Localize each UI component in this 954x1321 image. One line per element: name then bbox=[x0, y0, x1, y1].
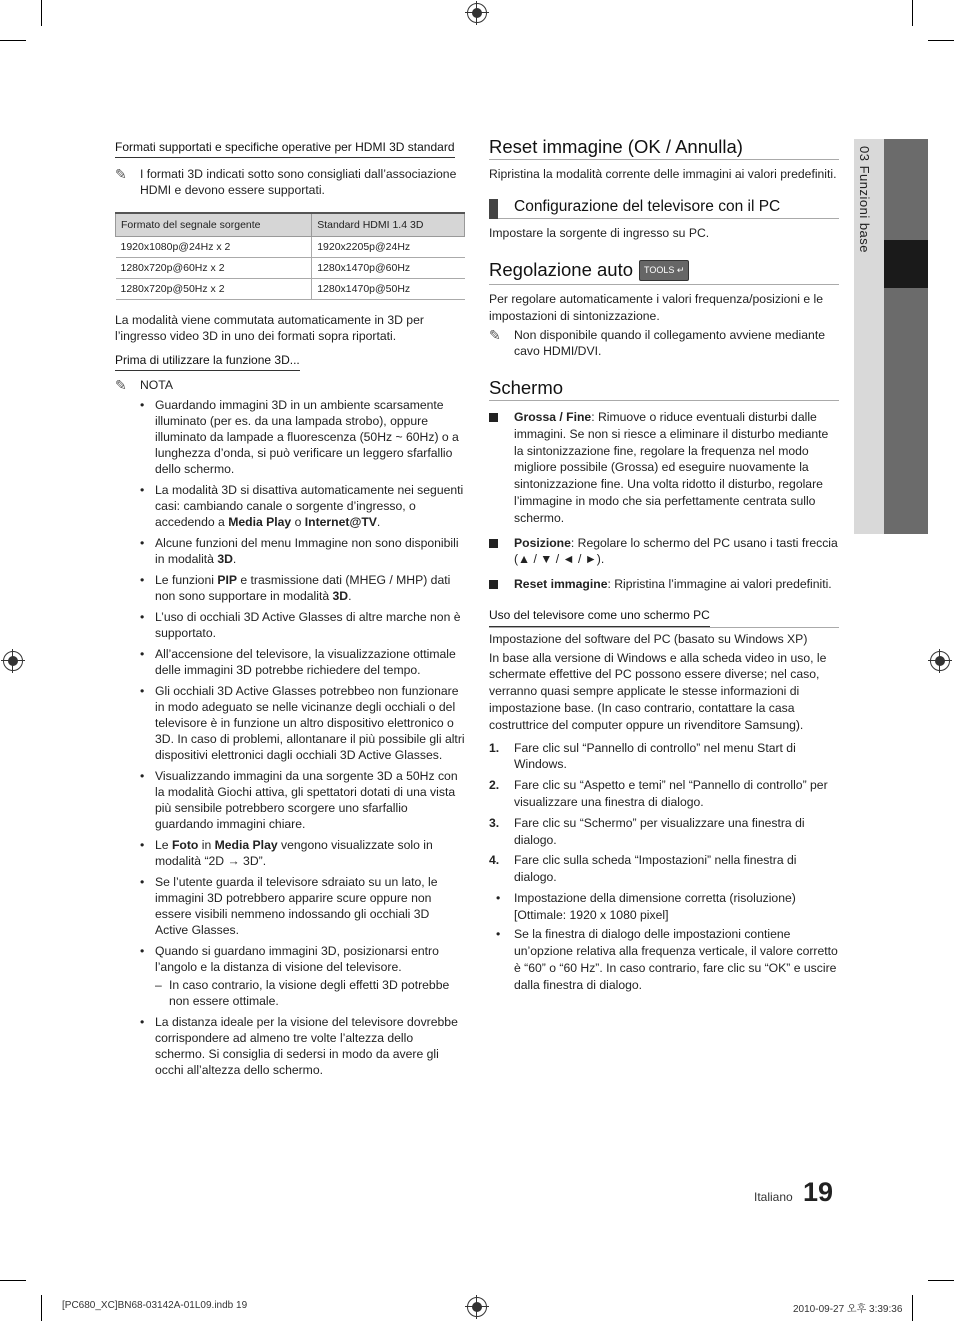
sub-item: – In caso contrario, la visione degli effetti 3D potrebbe non essere ottimale. bbox=[155, 977, 465, 1009]
text: Le bbox=[155, 838, 172, 852]
step-text: Fare clic su “Aspetto e temi” nel “Pannello di controllo” per visualizzare una finestra di dialogo. bbox=[514, 778, 828, 809]
uso-heading: Uso del televisore come uno schermo PC bbox=[489, 607, 710, 627]
text: Le funzioni bbox=[155, 573, 218, 587]
auto-title bbox=[489, 260, 839, 285]
reset-text: Ripristina la modalità corrente delle immagini ai valori predefiniti. bbox=[489, 166, 837, 181]
auto-note bbox=[489, 327, 839, 361]
paragraph: In base alla versione di Windows e alla scheda video in uso, le schermate effettive del PC possono essere diverse; nel caso, verranno quasi sempre applicate le stesse informazioni di impostazione base. (In caso contrario, contattare la casa costruttrice del computer oppure un rivenditore Samsung). bbox=[489, 650, 827, 732]
text: Alcune funzioni del menu Immagine non sono disponibili in modalità bbox=[155, 536, 459, 566]
list-item: • La distanza ideale per la visione del televisore dovrebbe corrispondere ad almeno tre volte l’altezza dello schermo. Si consiglia di sedersi in modo da avere gli occhi all’altezza dello schermo. bbox=[155, 1014, 465, 1078]
crop-mark bbox=[912, 1295, 913, 1321]
bold-text: Grossa / Fine bbox=[514, 409, 592, 424]
crop-mark bbox=[928, 1280, 954, 1281]
table-row bbox=[116, 237, 465, 258]
crop-mark bbox=[0, 1280, 26, 1281]
step-text: Fare clic sul “Pannello di controllo” nel menu Start di Windows. bbox=[514, 740, 796, 772]
steps-list bbox=[489, 740, 839, 886]
bold-text: 3D bbox=[332, 589, 349, 603]
text: o bbox=[291, 515, 305, 529]
side-tab-active-marker bbox=[884, 240, 928, 288]
tools-icon: TOOLS ↵ bbox=[639, 260, 689, 281]
list-item: • Impostazione della dimensione corretta (risoluzione) [Ottimale: 1920 x 1080 pixel] bbox=[514, 890, 839, 924]
note-pencil-icon: ✎ bbox=[115, 166, 127, 182]
side-tab-label: 03 Funzioni base bbox=[857, 146, 872, 254]
list-item: • Gli occhiali 3D Active Glasses potrebbeo non funzionare in modo adeguato se nelle vicinanze degli occhiali o del televisore è in funzione un altro dispositivo elettronico o 3D. In caso di problemi, allontanare il più possibile gli altri dispositivi elettronici dagli occhiali 3D Active Glasses. bbox=[155, 683, 465, 763]
bold-text: 3D bbox=[217, 552, 233, 566]
auto-text: Per regolare automaticamente i valori frequenza/posizioni e le impostazioni di sintonizzazione. bbox=[489, 291, 823, 323]
nota-label: NOTA bbox=[140, 378, 173, 392]
file-info: [PC680_XC]BN68-03142A-01L09.indb 19 bbox=[62, 1300, 248, 1311]
crop-mark bbox=[928, 40, 954, 41]
registration-mark-icon bbox=[3, 651, 23, 671]
note-text: I formati 3D indicati sotto sono consigliati dall’associazione HDMI e devono essere supportati. bbox=[140, 167, 457, 197]
step-number: 1. bbox=[489, 740, 500, 755]
table-row bbox=[116, 279, 465, 300]
note-text: Non disponibile quando il collegamento avviene mediante cavo HDMI/DVI. bbox=[514, 327, 825, 359]
text: in bbox=[198, 838, 215, 852]
bold-text: Media Play bbox=[214, 838, 278, 852]
text: Grossa bbox=[614, 460, 655, 475]
schermo-item bbox=[489, 576, 839, 593]
step-number: 2. bbox=[489, 778, 500, 793]
table-cell: 1280x720p@50Hz x 2 bbox=[116, 279, 312, 300]
config-title: Configurazione del televisore con il PC bbox=[489, 197, 839, 220]
text: ) ed eseguire nuovamente la sintonizzazione fine. Una volta ridotto il disturbo, regolare l’immagine in modo che sia perfettamente centrata sullo schermo. bbox=[514, 460, 823, 525]
registration-mark-icon bbox=[930, 651, 950, 671]
list-item: • All’accensione del televisore, la visualizzazione ottimale delle immagini 3D potrebbe richiedere del tempo. bbox=[155, 646, 465, 678]
text: vengono visualizzate solo in modalità “2D → 3D”. bbox=[155, 838, 433, 868]
text: : Ripristina l’immagine ai valori predefiniti. bbox=[607, 577, 832, 592]
footer-language: Italiano bbox=[754, 1190, 793, 1204]
bold-text: Foto bbox=[171, 838, 199, 852]
config-text: Impostare la sorgente di ingresso su PC. bbox=[489, 226, 710, 241]
left-column bbox=[115, 139, 465, 1083]
table-row bbox=[116, 258, 465, 279]
bold-text: Internet@TV bbox=[304, 515, 377, 529]
bold-text: Reset immagine bbox=[514, 577, 608, 592]
text: . bbox=[348, 589, 352, 603]
list-item bbox=[489, 815, 839, 849]
list-item bbox=[155, 572, 465, 604]
nota-list bbox=[115, 397, 465, 1078]
text: e trasmissione dati (MHEG / MHP) dati non sono supportare in modalità bbox=[155, 573, 451, 603]
list-item bbox=[155, 943, 465, 1009]
text: . bbox=[376, 515, 381, 529]
list-item bbox=[155, 535, 465, 567]
paragraph: La modalità viene commutata automaticamente in 3D per l’ingresso video 3D in uno dei formati sopra riportati. bbox=[115, 313, 424, 343]
format-table bbox=[115, 212, 465, 300]
list-item bbox=[155, 482, 465, 530]
table-cell: 1280x720p@60Hz x 2 bbox=[116, 258, 312, 279]
table-cell: 1920x2205p@24Hz bbox=[312, 237, 465, 258]
hdmi-3d-heading: Formati supportati e specifiche operative per HDMI 3D standard bbox=[115, 139, 455, 158]
bullet-list bbox=[489, 890, 839, 994]
list-item: • Visualizzando immagini da una sorgente 3D a 50Hz con la modalità Giochi attiva, gli spettatori dotati di una vista più sensibile potrebbero scorgere uno sfarfallio guardando immagini chiare. bbox=[155, 768, 465, 832]
list-item bbox=[489, 740, 839, 774]
reset-title: Reset immagine (OK / Annulla) bbox=[489, 139, 839, 160]
list-item bbox=[489, 852, 839, 886]
table-cell: 1280x1470p@50Hz bbox=[312, 279, 465, 300]
text: La modalità 3D si disattiva automaticamente nei seguenti casi: cambiando canale o sorgente d’ingresso, o accedendo a bbox=[155, 483, 464, 529]
table-header: Standard HDMI 1.4 3D bbox=[312, 213, 465, 237]
bold-text: Media Play bbox=[228, 515, 292, 529]
bold-text: Posizione bbox=[514, 535, 571, 550]
note-pencil-icon: ✎ bbox=[115, 377, 127, 393]
bold-text: PIP bbox=[217, 573, 237, 587]
list-item: • Se l’utente guarda il televisore sdraiato su un lato, le immagini 3D potrebbero apparire scure oppure non essere visibili nemmeno indossando gli occhiali 3D Active Glasses. bbox=[155, 874, 465, 938]
step-text: Fare clic sulla scheda “Impostazioni” nella finestra di dialogo. bbox=[514, 853, 797, 885]
list-item: • Guardando immagini 3D in un ambiente scarsamente illuminato (per es. da una lampada strobo), oppure illuminato da lampade a fluorescenza (50Hz ~ 60Hz) o a lunghezza d’onda, si può verificare un leggero sfarfallio dello schermo. bbox=[155, 397, 465, 477]
list-item: • Se la finestra di dialogo delle impostazioni contiene un’opzione relativa alla frequenza verticale, il valore corretto è “60” o “60 Hz”. In caso contrario, fare clic su “OK” e uscire dalla finestra di dialogo. bbox=[514, 926, 839, 993]
text: : Rimuove o riduce eventuali disturbi dalle immagini. Se non si riesce a eliminare il disturbo mediante la sintonizzazione fine, regolare la frequenza nel modo migliore possibile ( bbox=[514, 409, 829, 475]
schermo-item bbox=[489, 535, 839, 569]
crop-mark bbox=[912, 0, 913, 26]
note-block bbox=[115, 166, 465, 198]
registration-mark-icon bbox=[467, 1297, 487, 1317]
text: . bbox=[232, 552, 237, 566]
step-number: 4. bbox=[489, 853, 500, 868]
list-item bbox=[489, 777, 839, 811]
right-column bbox=[489, 136, 839, 997]
note-pencil-icon: ✎ bbox=[489, 326, 501, 343]
schermo-item bbox=[489, 409, 839, 527]
uso-body bbox=[489, 627, 839, 994]
table-cell: 1280x1470p@60Hz bbox=[312, 258, 465, 279]
side-tab-bar bbox=[884, 139, 928, 534]
timestamp: 2010-09-27 오후 3:39:36 bbox=[793, 1304, 903, 1315]
tools-label: TOOLS bbox=[644, 265, 675, 276]
list-item: • L’uso di occhiali 3D Active Glasses di altre marche non è supportato. bbox=[155, 609, 465, 641]
step-text: Fare clic su “Schermo” per visualizzare una finestra di dialogo. bbox=[514, 815, 805, 847]
paragraph: Impostazione del software del PC (basato su Windows XP) bbox=[489, 631, 808, 646]
crop-mark bbox=[0, 40, 26, 41]
registration-mark-icon bbox=[467, 3, 487, 23]
table-cell: 1920x1080p@24Hz x 2 bbox=[116, 237, 312, 258]
auto-title-text: Regolazione auto bbox=[489, 259, 633, 281]
list-item bbox=[155, 837, 465, 869]
text: Quando si guardano immagini 3D, posizionarsi entro l’angolo e la distanza di visione del televisore. bbox=[155, 944, 439, 974]
page-number: 19 bbox=[803, 1177, 834, 1207]
before-3d-heading: Prima di utilizzare la funzione 3D... bbox=[115, 352, 300, 371]
table-header-row bbox=[116, 213, 465, 237]
nota-block bbox=[115, 377, 465, 393]
step-number: 3. bbox=[489, 815, 500, 830]
table-header: Formato del segnale sorgente bbox=[116, 213, 312, 237]
text: : Regolare lo schermo del PC usano i tasti freccia (▲ / ▼ / ◄ / ►). bbox=[514, 535, 838, 567]
crop-mark bbox=[41, 0, 42, 26]
schermo-title: Schermo bbox=[489, 380, 839, 401]
crop-mark bbox=[41, 1295, 42, 1321]
